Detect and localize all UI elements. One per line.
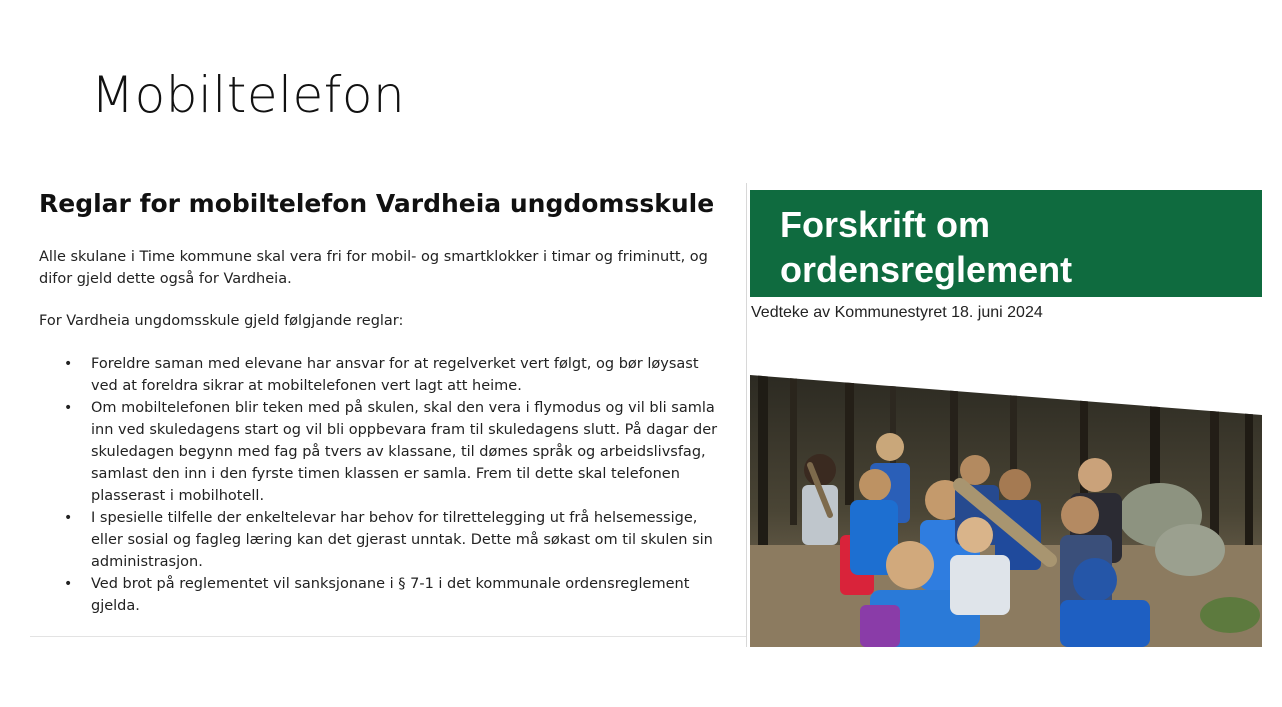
green-banner — [750, 190, 1262, 297]
list-item: • Om mobiltelefonen blir teken med på skulen, skal den vera i flymodus og vil bli samla inn ved skuledagens start og vil bli oppbevara fram til skuledagens slutt. På dagar der skuledagen begynn med fag på tvers av klassane, til dømes språk og arbeidslivsfag, samlast den inn i den fyrste timen klassen er samla. Frem til dette skal telefonen plasserast i mobilhotell. — [91, 397, 721, 507]
bullet-icon: • — [64, 510, 73, 526]
bullet-icon: • — [64, 400, 73, 416]
rules-document — [30, 183, 746, 637]
document-heading: Reglar for mobiltelefon Vardheia ungdomsskule — [39, 189, 715, 218]
rules-list — [64, 353, 721, 617]
list-item: • I spesielle tilfelle der enkeltelevar har behov for tilrettelegging ut frå helsemessige, eller sosial og fagleg læring kan det gjerast unntak. Dette må søkast om til skulen sin administrasjon. — [91, 507, 721, 573]
list-item: • Ved brot på reglementet vil sanksjonane i § 7-1 i det kommunale ordensreglement gjelda. — [91, 573, 721, 617]
banner-title: Forskrift om ordensreglement — [780, 204, 1073, 290]
adopted-date-text: Vedteke av Kommunestyret 18. juni 2024 — [751, 304, 1043, 321]
regulation-preview — [750, 190, 1262, 647]
children-photo — [750, 375, 1262, 647]
bullet-icon: • — [64, 576, 73, 592]
intro-paragraph: Alle skulane i Time kommune skal vera fri for mobil- og smartklokker i timar og friminutt, og difor gjeld dette også for Vardheia. — [39, 249, 708, 287]
bullet-icon: • — [64, 356, 73, 372]
slide-title: Mobiltelefon — [91, 66, 406, 124]
list-item: • Foreldre saman med elevane har ansvar for at regelverket vert følgt, og bør løysast ved at foreldra sikrar at mobiltelefonen vert lagt att heime. — [91, 353, 721, 397]
panel-divider — [746, 183, 747, 647]
rules-intro-paragraph: For Vardheia ungdomsskule gjeld følgjande reglar: — [39, 313, 404, 329]
